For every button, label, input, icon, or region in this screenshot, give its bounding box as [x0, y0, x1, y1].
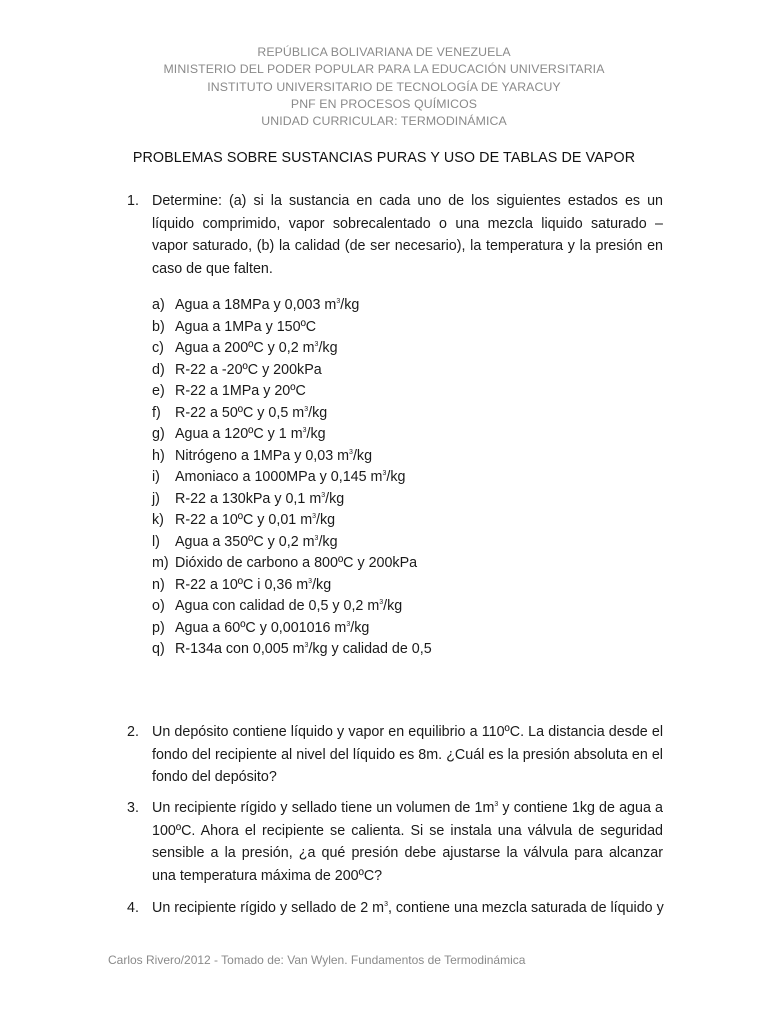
superscript: 3: [314, 534, 319, 542]
item-text-unit: /kg: [316, 512, 336, 528]
item-text: [175, 467, 405, 489]
question-4: [127, 897, 663, 920]
item-text-unit: /kg: [340, 297, 360, 313]
item-text: [175, 575, 331, 597]
item-text-main: Amoniaco a 1000MPa y 0,145 m: [175, 469, 383, 485]
question-text: Determine: (a) si la sustancia en cada uno de los siguientes estados es un líquido comprimido, vapor sobrecalentado o una mezcla liquido saturado – vapor saturado, (b) la calidad (de ser necesario), la temperatura y la presión en caso de que falten.: [152, 193, 663, 277]
question-text-part: , contiene una mezcla saturada de líquido y: [387, 900, 664, 916]
item-text: [175, 295, 359, 317]
question-1: [127, 190, 663, 280]
list-item: [152, 510, 652, 532]
item-text-main: Agua a 120ºC y 1 m: [175, 426, 303, 442]
superscript: 3: [379, 599, 384, 606]
item-text-unit: /kg: [383, 598, 403, 614]
list-item: [152, 639, 652, 661]
item-text-unit: /kg: [312, 576, 332, 593]
superscript: 3: [321, 491, 326, 499]
superscript: 3: [384, 901, 388, 908]
question-text-part: Un recipiente rígido y sellado de 2 m: [152, 900, 385, 916]
list-item: [152, 553, 652, 575]
superscript: 3: [336, 298, 341, 305]
item-list: [152, 295, 652, 661]
list-item: [152, 532, 652, 554]
superscript: 3: [308, 577, 313, 585]
item-text: [175, 381, 306, 403]
document-title: PROBLEMAS SOBRE SUSTANCIAS PURAS Y USO DE TABLAS DE VAPOR: [132, 150, 636, 166]
item-label: j): [152, 490, 160, 507]
item-text-main: Dióxido de carbono a 800ºC y 200kPa: [175, 555, 418, 571]
superscript: 3: [304, 642, 309, 649]
list-item: [152, 317, 652, 339]
item-label: m): [152, 555, 169, 571]
item-text-unit: /kg: [386, 469, 406, 485]
item-text: [175, 403, 327, 425]
item-text-main: Agua a 18MPa y 0,003 m: [175, 297, 337, 313]
item-text-unit: /kg: [325, 490, 345, 507]
list-item: [152, 467, 652, 489]
item-text-main: R-22 a 1MPa y 20ºC: [175, 383, 306, 399]
item-text-unit: /kg: [350, 619, 370, 636]
item-text-unit: /kg: [306, 426, 326, 442]
question-number: 4.: [127, 900, 139, 916]
item-label: i): [152, 469, 160, 485]
item-text: [175, 424, 326, 446]
item-text: [175, 553, 417, 575]
list-item: [152, 618, 652, 640]
item-label: f): [152, 404, 161, 421]
item-label: e): [152, 383, 165, 399]
superscript: 3: [346, 620, 351, 628]
item-text: [175, 360, 322, 382]
question-text: [152, 797, 663, 887]
superscript: 3: [314, 341, 319, 348]
superscript: 3: [382, 470, 387, 477]
item-text-main: Agua a 60ºC y 0,001016 m: [175, 619, 347, 636]
item-label: d): [152, 361, 165, 378]
item-label: o): [152, 598, 165, 614]
item-label: h): [152, 447, 165, 464]
item-label: p): [152, 619, 165, 636]
superscript: 3: [304, 405, 309, 413]
list-item: [152, 424, 652, 446]
header-line-ministry: MINISTERIO DEL PODER POPULAR PARA LA EDUCACIÓN UNIVERSITARIA: [163, 62, 605, 77]
list-item: [152, 360, 652, 382]
list-item: [152, 403, 652, 425]
item-text-unit: /kg: [318, 533, 338, 550]
item-text-unit: /kg: [318, 340, 338, 356]
item-text-main: Nitrógeno a 1MPa y 0,03 m: [175, 447, 350, 464]
item-label: k): [152, 512, 164, 528]
question-2: [127, 721, 663, 789]
item-label: b): [152, 318, 165, 335]
list-item: [152, 295, 652, 317]
item-text: [175, 446, 372, 468]
item-label: c): [152, 340, 164, 356]
item-text: [175, 317, 316, 339]
question-number: 3.: [127, 800, 139, 816]
item-label: q): [152, 641, 165, 657]
item-text: [175, 532, 338, 554]
item-text-main: R-22 a 130kPa y 0,1 m: [175, 490, 322, 507]
item-text-main: R-22 a 10ºC y 0,01 m: [175, 512, 313, 528]
item-text-unit: /kg y calidad de 0,5: [308, 641, 432, 657]
header-line-institute: INSTITUTO UNIVERSITARIO DE TECNOLOGÍA DE YARACUY: [207, 79, 561, 94]
document-footer: Carlos Rivero/2012 - Tomado de: Van Wylen. Fundamentos de Termodinámica: [108, 953, 526, 967]
document-header: [0, 44, 768, 130]
item-label: n): [152, 576, 165, 593]
list-item: [152, 446, 652, 468]
item-text-main: R-22 a -20ºC y 200kPa: [175, 361, 322, 378]
item-label: a): [152, 297, 165, 313]
superscript: 3: [302, 427, 307, 434]
item-text: [175, 489, 344, 511]
list-item: [152, 596, 652, 618]
item-text-main: R-134a con 0,005 m: [175, 641, 305, 657]
item-text-main: R-22 a 50ºC y 0,5 m: [175, 404, 305, 421]
header-line-country: REPÚBLICA BOLIVARIANA DE VENEZUELA: [257, 45, 511, 59]
item-text-main: Agua a 350ºC y 0,2 m: [175, 533, 315, 550]
superscript: 3: [312, 513, 317, 520]
superscript: 3: [349, 448, 353, 456]
item-text: [175, 338, 338, 360]
item-text: [175, 639, 432, 661]
list-item: [152, 338, 652, 360]
item-text-unit: /kg: [352, 447, 373, 464]
question-text: Un depósito contiene líquido y vapor en equilibrio a 110ºC. La distancia desde el fondo del recipiente al nivel del líquido es 8m. ¿Cuál es la presión absoluta en el fondo del depósito?: [152, 724, 663, 785]
list-item: [152, 489, 652, 511]
question-3: [127, 797, 663, 887]
question-text: [152, 897, 663, 920]
question-number: 2.: [127, 724, 139, 740]
list-item: [152, 575, 652, 597]
item-text-main: Agua con calidad de 0,5 y 0,2 m: [175, 598, 380, 614]
header-line-course: UNIDAD CURRICULAR: TERMODINÁMICA: [261, 114, 507, 129]
list-item: [152, 381, 652, 403]
header-line-program: PNF EN PROCESOS QUÍMICOS: [290, 96, 478, 111]
question-number: 1.: [127, 193, 139, 209]
item-text-main: Agua a 200ºC y 0,2 m: [175, 340, 315, 356]
item-label: l): [152, 533, 160, 550]
item-text-main: Agua a 1MPa y 150ºC: [175, 318, 317, 335]
item-text: [175, 618, 369, 640]
item-text: [175, 596, 402, 618]
superscript: 3: [494, 801, 499, 808]
item-text: [175, 510, 335, 532]
item-text-unit: /kg: [308, 404, 328, 421]
question-text-part: y contiene 1kg de agua a 100ºC. Ahora el recipiente se calienta. Si se instala una válvula de seguridad sensible a la presión, ¿a qué presión debe ajustarse la válvula para alcanzar una temperatura máxima de 200ºC?: [152, 800, 663, 884]
item-label: g): [152, 426, 165, 442]
question-text-part: Un recipiente rígido y sellado tiene un volumen de 1m: [152, 800, 495, 816]
item-text-main: R-22 a 10ºC i 0,36 m: [175, 576, 309, 593]
